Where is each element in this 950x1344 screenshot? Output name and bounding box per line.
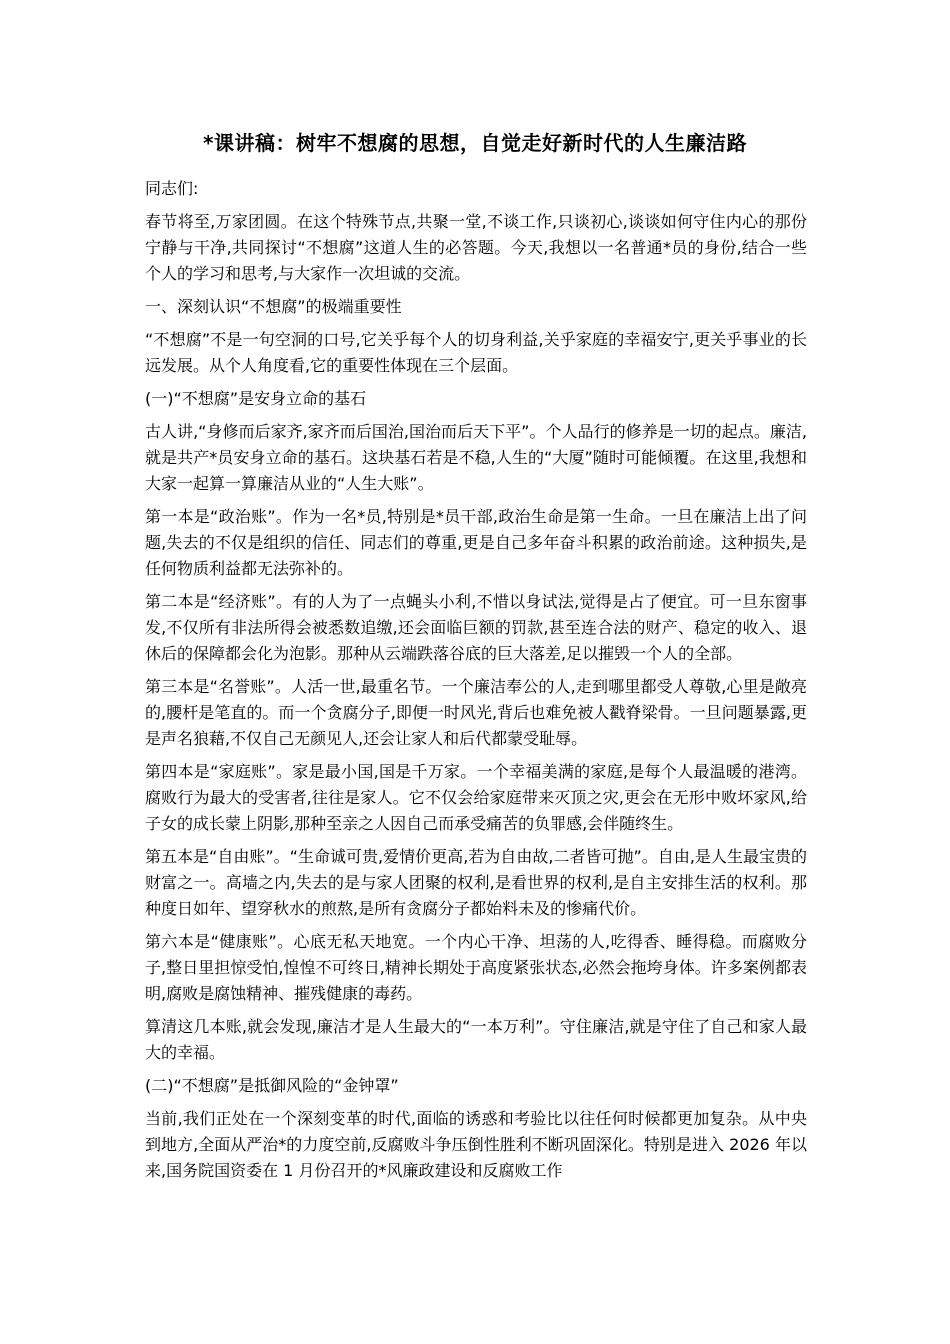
document-body	[145, 176, 807, 1191]
paragraph: 第五本是“自由账”。“生命诚可贵,爱情价更高,若为自由故,二者皆可抛”。自由,是人生最宝贵的财富之一。高墙之内,失去的是与家人团聚的权利,是看世界的权利,是自主安排生活的权利。那种度日如年、望穿秋水的煎熬,是所有贪腐分子都始料未及的惨痛代价。	[145, 847, 807, 918]
paragraph: 算清这几本账,就会发现,廉洁才是人生最大的“一本万利”。守住廉洁,就是守住了自己和家人最大的幸福。	[145, 1017, 807, 1062]
paragraph: 第六本是“健康账”。心底无私天地宽。一个内心干净、坦荡的人,吃得香、睡得稳。而腐败分子,整日里担惊受怕,惶惶不可终日,精神长期处于高度紧张状态,必然会拖垮身体。许多案例都表明,腐败是腐蚀精神、摧残健康的毒药。	[145, 932, 807, 1003]
greeting: 同志们:	[145, 179, 199, 198]
section-heading: 一、深刻认识“不想腐”的极端重要性	[145, 297, 402, 316]
paragraph: 春节将至,万家团圆。在这个特殊节点,共聚一堂,不谈工作,只谈初心,谈谈如何守住内心的那份宁静与干净,共同探讨“不想腐”这道人生的必答题。今天,我想以一名普通*员的身份,结合一些个人的学习和思考,与大家作一次坦诚的交流。	[145, 212, 807, 283]
paragraph: “不想腐”不是一句空洞的口号,它关乎每个人的切身利益,关乎家庭的幸福安宁,更关乎事业的长远发展。从个人角度看,它的重要性体现在三个层面。	[145, 330, 807, 375]
paragraph: 当前,我们正处在一个深刻变革的时代,面临的诱惑和考验比以往任何时候都更加复杂。从中央到地方,全面从严治*的力度空前,反腐败斗争压倒性胜利不断巩固深化。特别是进入 2026 年以来,国务院国资委在 1 月份召开的*风廉政建设和反腐败工作	[145, 1109, 807, 1180]
paragraph: 古人讲,“身修而后家齐,家齐而后国治,国治而后天下平”。个人品行的修养是一切的起点。廉洁,就是共产*员安身立命的基石。这块基石若是不稳,人生的“大厦”随时可能倾覆。在这里,我想和大家一起算一算廉洁从业的“人生大账”。	[145, 422, 807, 493]
subsection-heading: (一)“不想腐”是安身立命的基石	[145, 389, 367, 408]
paragraph: 第四本是“家庭账”。家是最小国,国是千万家。一个幸福美满的家庭,是每个人最温暖的港湾。腐败行为最大的受害者,往往是家人。它不仅会给家庭带来灭顶之灾,更会在无形中败坏家风,给子女的成长蒙上阴影,那种至亲之人因自己而承受痛苦的负罪感,会伴随终生。	[145, 762, 807, 833]
paragraph: 第二本是“经济账”。有的人为了一点蝇头小利,不惜以身试法,觉得是占了便宜。可一旦东窗事发,不仅所有非法所得会被悉数追缴,还会面临巨额的罚款,甚至连合法的财产、稳定的收入、退休后的保障都会化为泡影。那种从云端跌落谷底的巨大落差,足以摧毁一个人的全部。	[145, 592, 807, 663]
paragraph: 第一本是“政治账”。作为一名*员,特别是*员干部,政治生命是第一生命。一旦在廉洁上出了问题,失去的不仅是组织的信任、同志们的尊重,更是自己多年奋斗积累的政治前途。这种损失,是任何物质利益都无法弥补的。	[145, 507, 807, 578]
subsection-heading: (二)“不想腐”是抵御风险的“金钟罩”	[145, 1076, 399, 1095]
paragraph: 第三本是“名誉账”。人活一世,最重名节。一个廉洁奉公的人,走到哪里都受人尊敬,心里是敞亮的,腰杆是笔直的。而一个贪腐分子,即便一时风光,背后也难免被人戳脊梁骨。一旦问题暴露,更是声名狼藉,不仅自己无颜见人,还会让家人和后代都蒙受耻辱。	[145, 677, 807, 748]
document-title: *课讲稿：树牢不想腐的思想，自觉走好新时代的人生廉洁路	[203, 131, 747, 155]
